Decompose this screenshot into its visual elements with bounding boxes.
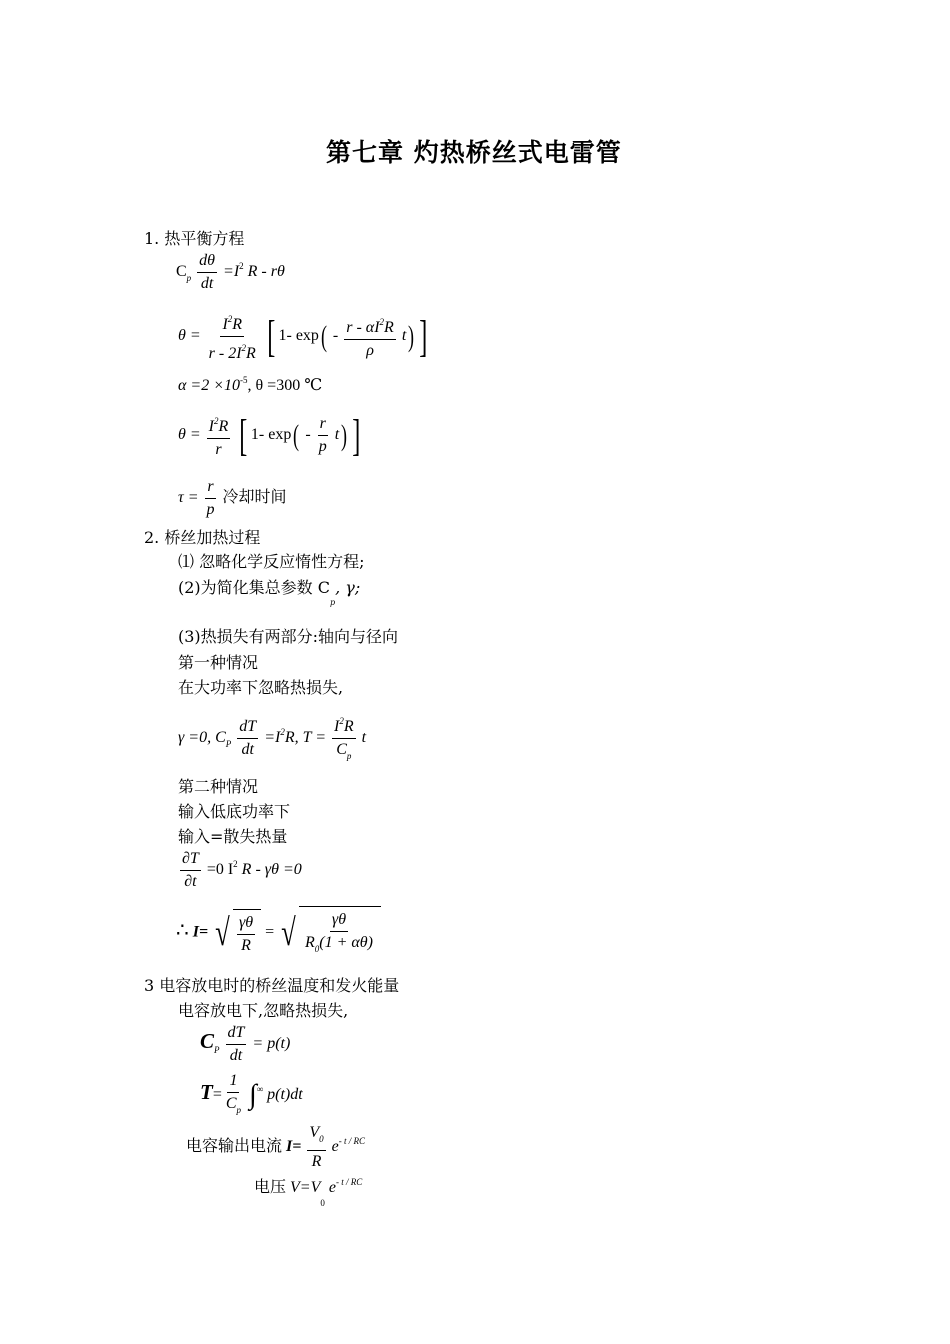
case-1-label: 第一种情况: [178, 653, 259, 672]
equation-current: ∴ I= √ $\frac{\gamma\theta}{R}$ = √ $\frac{\gamma\theta}{R_0(1 + \alpha\theta)}$: [176, 906, 381, 960]
equation-temperature: T= $\frac{1}{C_p}$ ∫∞ p(t)dt: [200, 1072, 303, 1115]
equation-tau: τ = $\frac{r}{p}$ 冷却时间: [178, 478, 287, 518]
equation-theta-1: θ = $\frac{I^2R}{r - 2I^2R}$ [ 1- exp( - $\frac{r - \alpha I^2R}{\rho}$ t) ]: [178, 308, 431, 365]
assumption-1: ⑴ 忽略化学反应惰性方程;: [178, 552, 365, 571]
case-2-label: 第二种情况: [178, 777, 259, 796]
equation-discharge: $C_P$ $\frac{dT}{dt}$ = p(t): [200, 1024, 291, 1064]
case-2-desc-2: 输入=散失热量: [178, 827, 288, 846]
section-1-heading: 1. 热平衡方程: [144, 229, 245, 248]
equation-voltage: 电压 $V=V_0$ $e^{- t / RC}$: [254, 1177, 363, 1208]
section-3-heading: 3 电容放电时的桥丝温度和发火能量: [144, 976, 400, 995]
section-2-heading: 2. 桥丝加热过程: [144, 528, 261, 547]
equation-alpha: $\alpha =2 \times 10^{-5}$, θ =300 ℃: [178, 375, 323, 394]
case-2-desc-1: 输入低底功率下: [178, 802, 291, 821]
assumption-2: (2)为简化集总参数 $C_p$, γ;: [178, 578, 361, 607]
equation-heat-balance: $C_p$ $\frac{d\theta}{dt}$ $=I^2$ R - rθ: [176, 252, 285, 292]
equation-output-current: 电容输出电流 I= $\frac{V_0}{R}$ $e^{- t / RC}$: [186, 1124, 365, 1170]
equation-case-1: γ =0, $C_P$ $\frac{dT}{dt}$ $=I^2R$, T = $\frac{I^2R}{C_p}$ t: [178, 710, 366, 767]
page-title: 第七章 灼热桥丝式电雷管: [326, 138, 622, 167]
equation-case-2-balance: $\frac{\partial T}{\partial t}$ =0 $I^2$ R - γθ =0: [182, 850, 302, 890]
assumption-3: (3)热损失有两部分:轴向与径向: [178, 627, 399, 646]
section-3-desc: 电容放电下,忽略热损失,: [178, 1001, 349, 1020]
case-1-desc: 在大功率下忽略热损失,: [178, 678, 344, 697]
equation-theta-2: θ = $\frac{I^2R}{r}$ [ 1- exp( - $\frac{r}{p}$ t) ]: [178, 410, 361, 460]
